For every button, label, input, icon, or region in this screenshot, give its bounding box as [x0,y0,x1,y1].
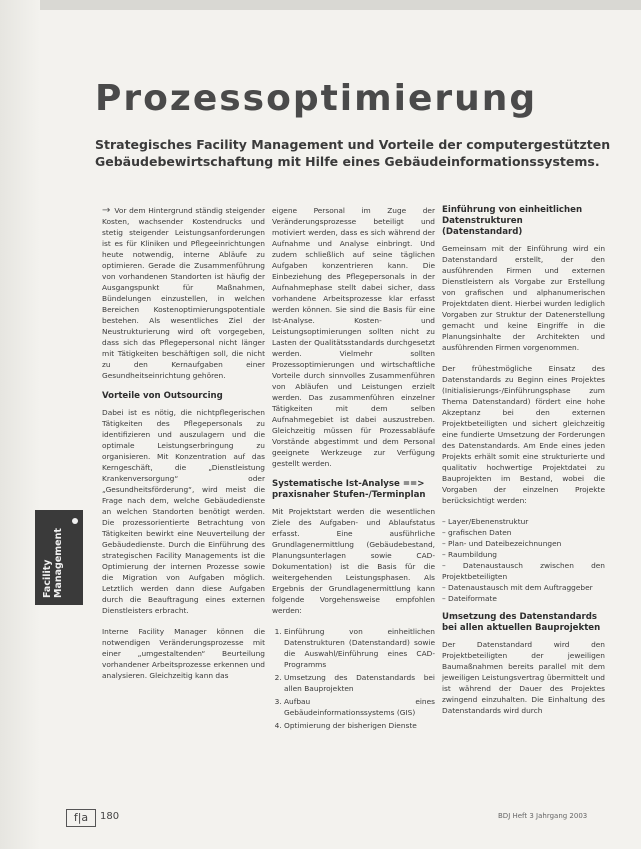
list-item: 4. Optimierung der bisherigen Dienste [284,720,435,731]
procedure-list [272,626,435,731]
list-item: – grafischen Daten [442,528,512,537]
issue-info: BDJ Heft 3 Jahrgang 2003 [498,812,588,820]
page-number: 180 [100,811,120,822]
list-item: 2. Umsetzung des Datenstandards bei allen Bauprojekten [284,672,435,694]
paragraph: Der Datenstandard wird den Projektbeteiligten der jeweiligen Baumaßnahmen bereits parallel mit dem jeweiligen Leistungsvertrag übermittelt und ist während der Dauer des Projektes zwingend einzuhalten. Die Einhaltung des Datenstandards wird durch [442,640,605,715]
section-side-tab [35,510,83,605]
list-item: 1. Einführung von einheitlichen Datenstrukturen (Datenstandard) sowie die Auswahl/Einführung eines CAD-Programms [284,626,435,670]
list-item: 3. Aufbau eines Gebäudeinformationssystems (GIS) [284,696,435,718]
paragraph: Der frühestmögliche Einsatz des Datenstandards zu Beginn eines Projektes (Initialisierungs-/Einführungsphase zum Thema Datenstandard) fördert eine hohe Akzeptanz bei den externen Projektbeteiligten und sichert gleichzeitig eine fundierte Umsetzung der Forderungen des Datenstandards. Am Ende eines jeden Projekts erhält somit eine strukturierte und qualitativ hochwertige Projektdatei zu Bauprojekten im Bestand, wobei die Vorgaben der einzelnen Projekte berücksichtigt werden: [442,364,605,505]
list-item: – Plan- und Dateibezeichnungen [442,539,562,548]
paragraph: eigene Personal im Zuge der Veränderungsprozesse beteiligt und motiviert werden, dass es sich während der Aufnahme und Analyse einbringt. Und zudem schließlich auf seine täglichen Aufgaben konzentrieren kann. Die Einbeziehung des Pflegepersonals in der Aufnahmephase stellt dabei sicher, dass vorhandene Arbeitsprozesse klar erfasst werden können. Sie sind die Basis für eine Ist-Analyse. Kosten- und Leistungsoptimierungen sollten nicht zu Lasten der Qualitätsstandards durchgesetzt werden. Vielmehr sollten Prozessoptimierungen und wirtschaftliche Vorteile durch sinnvolles Zusammenführen von Abläufen und Leistungen erzielt werden. Das zusammenführen einzelner Tätigkeiten mit dem selben Aufnahmegebiet ist dabei auszustreben. Gleichzeitig müssen für Prozessabläufe Vorstände abgestimmt und dem Personal geeignete Werkzeuge zur Verfügung gestellt werden. [272,206,435,468]
arrow-icon: → [102,205,111,216]
article-column-2 [272,205,435,737]
list-item: – Layer/Ebenenstruktur [442,517,529,526]
section-heading-outsourcing: Vorteile von Outsourcing [102,391,223,401]
page-subtitle: Strategisches Facility Management und Vorteile der computergestützten Gebäudebewirtschaftung mit Hilfe eines Gebäudeinformationssystems. [95,137,611,169]
section-heading-ist-analyse: Systematische Ist-Analyse ==> praxisnaher Stufen-/Terminplan [272,479,426,500]
intro-paragraph [102,205,265,381]
side-tab-label: Facility Management [42,528,64,598]
list-item: – Datenaustausch zwischen den Projektbeteiligten [442,561,605,581]
paragraph: Interne Facility Manager können die notwendigen Veränderungsprozesse mit einer „umgestaltenden“ Beurteilung vorhandener Arbeitsprozesse erkennen und analysieren. Gleichzeitig kann das [102,627,265,680]
paragraph: Gemeinsam mit der Einführung wird ein Datenstandard erstellt, der den ausführenden Firmen und externen Dienstleistern als Vorgabe zur Erstellung von grafischen und alphanumerischen Projektdaten dient. Hierbei wurden lediglich Vorgaben zur Struktur der Datenerstellung gemacht und keine Eingriffe in die Planungsinhalte der Architekten und ausführenden Firmen vorgenommen. [442,244,605,352]
section-heading-umsetzung: Umsetzung des Datenstandards bei allen aktuellen Bauprojekten [442,612,601,633]
datenstandard-list [442,516,605,604]
paragraph: Dabei ist es nötig, die nichtpflegerischen Tätigkeiten des Pflegepersonals zu identifizieren und auszulagern und die optimale Leistungserbringung zu organisieren. Mit Konzentration auf das Kerngeschäft, die „Dienstleistung Krankenversorgung“ oder „Gesundheitsförderung“, wird meist die Frage nach dem, welche Gebäudedienste an welchen Standorten benötigt werden. Die prozessorientierte Betrachtung von Tätigkeiten bewirkt eine Neuverteilung der Gebäudedienste. Durch die Einführung des strategischen Facility Managements ist die Optimierung der internen Prozesse sowie die Migration von Aufgaben möglich. Letztlich werden dann diese Aufgaben durch die Beauftragung eines externen Dienstleisters erbracht. [102,408,265,615]
article-column-1 [102,205,265,691]
article-column-3 [442,205,605,726]
page-edge-shadow [0,0,40,849]
page-title: Prozessoptimierung [95,78,538,119]
side-tab-dot [72,518,78,524]
intro-text: Vor dem Hintergrund ständig steigender Kosten, wachsender Kostendrucks und stetig steigender Leistungsanforderungen ist es für Kliniken und Pflegeeinrichtungen heute notwendig, interne Abläufe zu optimieren. Gerade die Zusammenführung von vorhandenen Standorten ist häufig der Ausgangspunkt für Maßnahmen, Bündelungen einzustellen, in welchen Bereichen Kostenoptimierungspotentiale bestehen. Als wesentliches Ziel der Neustrukturierung wird oft vorgegeben, dass sich das Pflegepersonal nicht länger mit Tätigkeiten beschäftigen soll, die nicht zu den Kernaufgaben einer Gesundheitseinrichtung gehören. [102,206,265,380]
list-item: – Raumbildung [442,550,497,559]
publication-logo: f|a [66,809,96,827]
paragraph: Mit Projektstart werden die wesentlichen Ziele des Aufgaben- und Ablaufstatus erfasst. Eine ausführliche Grundlagenermittlung (Gebäudebestand, Planungsunterlagen sowie CAD-Dokumentation) ist die Basis für die weitergehenden Leistungsphasen. Als Ergebnis der Grundlagenermittlung kann folgende Vorgehensweise empfohlen werden: [272,507,435,615]
list-item: – Datenaustausch mit dem Auftraggeber [442,583,593,592]
section-heading-datenstandard: Einführung von einheitlichen Datenstrukturen (Datenstandard) [442,205,583,237]
list-item: – Dateiformate [442,594,497,603]
top-border [0,0,641,10]
